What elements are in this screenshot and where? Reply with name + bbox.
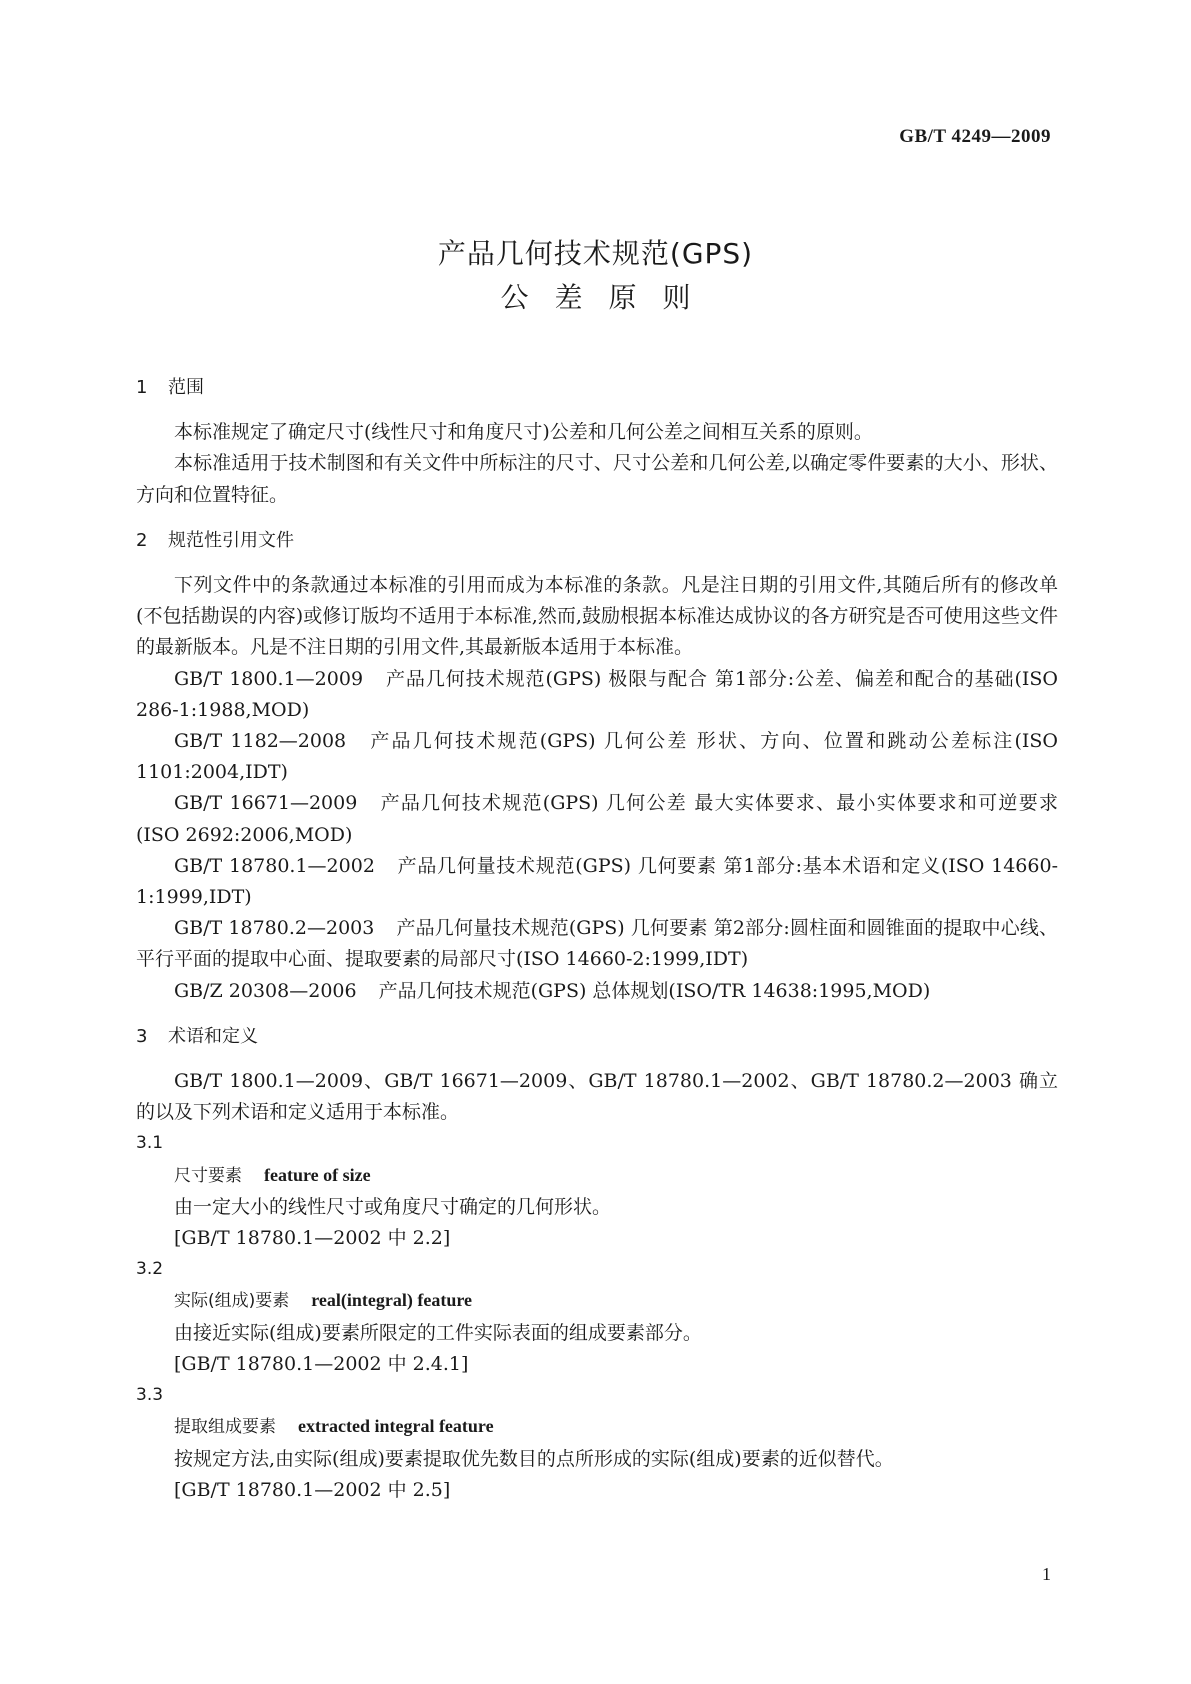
term-cn: 尺寸要素 (174, 1165, 242, 1186)
term-heading (136, 1411, 1058, 1443)
section-title: 规范性引用文件 (168, 529, 294, 551)
reference-item (136, 913, 1058, 975)
document-subtitle: 公差原则 (500, 281, 717, 314)
page-number: 1 (1042, 1564, 1051, 1584)
reference-item (136, 726, 1058, 788)
reference-code: GB/T 18780.1—2002 (174, 854, 375, 877)
term-en: feature of size (264, 1164, 371, 1185)
reference-code: GB/Z 20308—2006 (174, 979, 357, 1002)
section-number: 1 (136, 377, 148, 398)
term-heading (136, 1285, 1058, 1317)
section-number: 2 (136, 529, 148, 551)
section-heading-terms-definitions (136, 1021, 1058, 1052)
section-number: 3 (136, 1025, 148, 1047)
reference-code: GB/T 16671—2009 (174, 792, 358, 815)
term-number: 3.3 (136, 1385, 164, 1406)
reference-text: 产品几何技术规范(GPS) 极限与配合 第1部分:公差、偏差和配合的基础(ISO 286-1:1988,MOD) (136, 667, 1058, 721)
paragraph: 本标准规定了确定尺寸(线性尺寸和角度尺寸)公差和几何公差之间相互关系的原则。 (174, 421, 873, 444)
reference-text: 产品几何量技术规范(GPS) 几何要素 第2部分:圆柱面和圆锥面的提取中心线、平行平面的提取中心面、提取要素的局部尺寸(ISO 14660-2:1999,IDT) (136, 917, 1058, 971)
reference-item (136, 851, 1058, 913)
term-definition: 由一定大小的线性尺寸或角度尺寸确定的几何形状。 (174, 1195, 612, 1218)
section-heading-normative-references (136, 525, 1058, 556)
term-definition: 由接近实际(组成)要素所限定的工件实际表面的组成要素部分。 (174, 1321, 702, 1344)
term-en: extracted integral feature (298, 1416, 494, 1437)
reference-code: GB/T 18780.2—2003 (174, 917, 375, 940)
paragraph: 下列文件中的条款通过本标准的引用而成为本标准的条款。凡是注日期的引用文件,其随后所有的修改单(不包括勘误的内容)或修订版均不适用于本标准,然而,鼓励根据本标准达成协议的各方研究是否可使用这些文件的最新版本。凡是不注日期的引用文件,其最新版本适用于本标准。 (136, 574, 1058, 659)
reference-item (136, 976, 1058, 1007)
standard-number: GB/T 4249—2009 (899, 126, 1051, 147)
term-number: 3.1 (136, 1133, 164, 1154)
term-source: [GB/T 18780.1—2002 中 2.5] (174, 1478, 451, 1501)
section-heading-scope (136, 372, 1058, 403)
reference-text: 产品几何技术规范(GPS) 几何公差 最大实体要求、最小实体要求和可逆要求(ISO 2692:2006,MOD) (136, 792, 1058, 846)
document-body (136, 372, 1058, 1506)
reference-code: GB/T 1182—2008 (174, 730, 347, 753)
reference-item (136, 788, 1058, 850)
reference-text: 产品几何技术规范(GPS) 几何公差 形状、方向、位置和跳动公差标注(ISO 1101:2004,IDT) (136, 730, 1058, 784)
document-title: 产品几何技术规范(GPS) (437, 237, 754, 270)
reference-text: 产品几何技术规范(GPS) 总体规划(ISO/TR 14638:1995,MOD) (378, 979, 931, 1002)
term-source: [GB/T 18780.1—2002 中 2.4.1] (174, 1352, 469, 1375)
reference-code: GB/T 1800.1—2009 (174, 667, 364, 690)
paragraph: GB/T 1800.1—2009、GB/T 16671—2009、GB/T 18780.1—2002、GB/T 18780.2—2003 确立的以及下列术语和定义适用于本标准。 (136, 1070, 1058, 1124)
term-heading (136, 1160, 1058, 1192)
paragraph: 本标准适用于技术制图和有关文件中所标注的尺寸、尺寸公差和几何公差,以确定零件要素的大小、形状、方向和位置特征。 (136, 452, 1058, 506)
section-title: 范围 (168, 377, 204, 398)
term-number: 3.2 (136, 1259, 164, 1280)
term-source: [GB/T 18780.1—2002 中 2.2] (174, 1227, 451, 1250)
term-en: real(integral) feature (311, 1290, 473, 1311)
term-cn: 提取组成要素 (174, 1417, 276, 1438)
term-definition: 按规定方法,由实际(组成)要素提取优先数目的点所形成的实际(组成)要素的近似替代。 (174, 1447, 894, 1470)
term-cn: 实际(组成)要素 (174, 1291, 290, 1312)
reference-item (136, 664, 1058, 726)
section-title: 术语和定义 (168, 1025, 258, 1047)
reference-text: 产品几何量技术规范(GPS) 几何要素 第1部分:基本术语和定义(ISO 14660-1:1999,IDT) (136, 854, 1058, 909)
